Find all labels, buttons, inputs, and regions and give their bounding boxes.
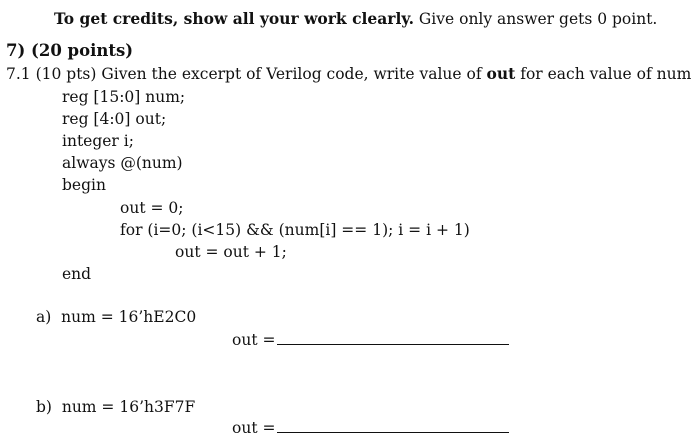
part-a-answer-label: out = xyxy=(232,331,276,349)
part-b-question xyxy=(36,396,195,418)
subquestion-bold-word: out xyxy=(486,64,516,83)
part-b-answer xyxy=(232,417,509,439)
problem-title: 7) (20 points) xyxy=(6,41,134,60)
part-a-answer xyxy=(232,329,509,351)
instruction-bold: To get credits, show all your work clearly. xyxy=(54,9,414,28)
part-b-label: b) xyxy=(36,398,52,416)
code-line-5: begin xyxy=(62,176,106,194)
code-line-4: always @(num) xyxy=(62,154,183,172)
code-line-9: end xyxy=(62,265,92,283)
code-line-6: out = 0; xyxy=(120,199,184,217)
code-line-1: reg [15:0] num; xyxy=(62,88,186,106)
code-line-8: out = out + 1; xyxy=(175,243,287,261)
part-a-expression: num = 16’hE2C0 xyxy=(61,308,197,326)
instruction-rest: Give only answer gets 0 point. xyxy=(413,10,658,28)
part-b-answer-label: out = xyxy=(232,419,276,437)
instruction-line xyxy=(54,8,657,30)
part-a-question xyxy=(36,306,196,328)
code-line-3: integer i; xyxy=(62,132,134,150)
subquestion-text xyxy=(6,63,691,85)
code-line-7: for (i=0; (i<15) && (num[i] == 1); i = i + 1) xyxy=(120,221,470,239)
part-a-answer-blank[interactable] xyxy=(277,329,509,345)
code-line-2: reg [4:0] out; xyxy=(62,110,167,128)
part-b-expression: num = 16’h3F7F xyxy=(61,398,196,416)
subquestion-prefix: 7.1 (10 pts) Given the excerpt of Verilog code, write value of xyxy=(6,65,487,83)
part-a-label: a) xyxy=(36,308,52,326)
subquestion-suffix: for each value of num xyxy=(515,65,692,83)
part-b-answer-blank[interactable] xyxy=(277,417,509,433)
